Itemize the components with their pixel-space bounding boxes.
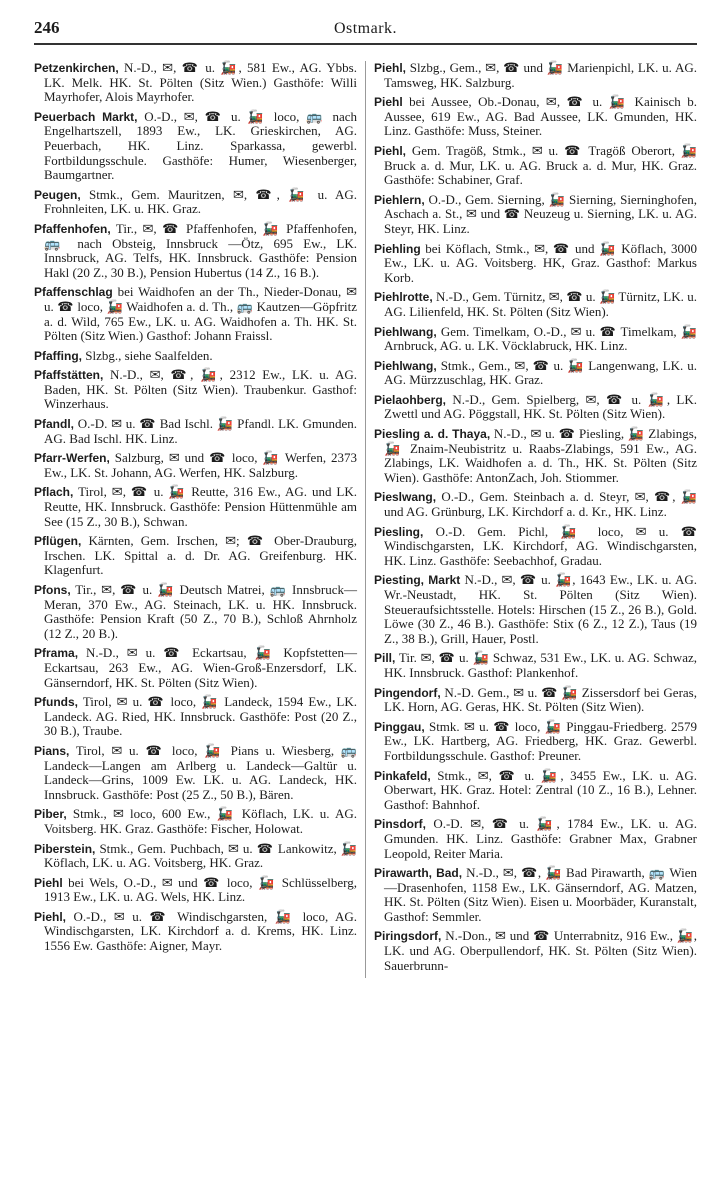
directory-entry (34, 188, 357, 217)
directory-entry (34, 807, 357, 836)
entry-text: N.-D. Gem., ✉ u. ☎ 🚂 Zissersdorf bei Geras, LK. Horn, AG. Geras, HK. St. Pölten (Sitz Wien). (384, 684, 697, 715)
entry-text: O.-D. ✉ u. ☎ Bad Ischl. 🚂 Pfandl. LK. Gmunden. AG. Bad Ischl. HK. Linz. (44, 416, 357, 446)
entry-keyword: Pieslwang, (374, 490, 437, 505)
directory-entry (34, 876, 357, 905)
entry-text: N.-D., ✉, ☎ u. 🚂, 1643 Ew., LK. u. AG. Wr.-Neustadt, HK. St. Pölten (Sitz Wien). Steueraufsichtsstelle. Hotels: Hirschen (15 Z., 26 B.), Gold. Löwe (30 Z., 46 B.). Gasthöfe: Stix (6 Z., 12 Z.), Taus (19 Z., 38 B.), Grill, Hauer, Postl. (384, 572, 697, 646)
directory-entry (34, 583, 357, 641)
entry-keyword: Pfaffenschlag (34, 285, 113, 300)
entry-text: bei Waidhofen an der Th., Nieder-Donau, ✉ u. ☎ loco, 🚂 Waidhofen a. d. Th., 🚌 Kautzen—Göpfritz a. d. Wild, 765 Ew., LK. u. AG. Waidhofen a. Th. HK. St. Pölten (Sitz Wien.) Gasthof: Johann Fraissl. (44, 284, 357, 344)
entry-text: Stmk., ✉, ☎ u. 🚂, 3455 Ew., LK. u. AG. Oberwart, HK. Graz. Hotel: Zentral (10 Z., 16 B.), Lehner. Gasthof: Bahnhof. (384, 767, 697, 812)
entry-keyword: Piehl, (34, 909, 67, 924)
entry-keyword: Pinggau, (374, 719, 425, 734)
entry-text: Tir., ✉, ☎ u. 🚂 Deutsch Matrei, 🚌 Innsbruck—Meran, 370 Ew., AG. Steinach, LK. u. HK. Innsbruck. Gasthöfe: Pension Kraft (50 Z., 70 B.), Schloß Ahrnholz (12 Z., 20 B.). (44, 582, 357, 641)
directory-entry (374, 393, 697, 422)
entry-keyword: Piehlrotte, (374, 290, 433, 305)
entry-text: N.-Don., ✉ und ☎ Unterrabnitz, 916 Ew., 🚂, LK. und AG. Oberpullendorf, HK. St. Pölten (Sitz Wien). Sauerbrunn- (384, 928, 697, 973)
entry-text: bei Wels, O.-D., ✉ und ☎ loco, 🚂 Schlüsselberg, 1913 Ew., LK. u. AG. Wels, HK. Linz. (44, 874, 357, 905)
directory-entry (34, 417, 357, 446)
directory-entry (374, 573, 697, 646)
entry-keyword: Pians, (34, 743, 70, 758)
entry-keyword: Petzenkirchen, (34, 61, 119, 75)
directory-entry (34, 451, 357, 480)
directory-entry (374, 929, 697, 973)
entry-keyword: Pfons, (34, 583, 71, 597)
entry-keyword: Peuerbach Markt, (34, 109, 138, 124)
directory-entry (374, 817, 697, 861)
directory-entry (374, 720, 697, 764)
entry-keyword: Pielaohberg, (374, 392, 447, 407)
directory-entry (34, 485, 357, 529)
directory-entry (34, 368, 357, 412)
entry-text: Tir. ✉, ☎ u. 🚂 Schwaz, 531 Ew., LK. u. AG. Schwaz, HK. Innsbruck. Gasthof: Plankenhof. (384, 650, 697, 680)
entry-text: Stmk., Gem., ✉, ☎ u. 🚂 Langenwang, LK. u. AG. Mürzzuschlag, HK. Graz. (384, 357, 697, 388)
entry-keyword: Pfandl, (34, 417, 75, 432)
entry-text: Stmk. ✉ u. ☎ loco, 🚂 Pinggau-Friedberg. 2579 Ew., LK. Hartberg, AG. Friedberg, HK. Graz. Gewerbl. Fortbildungsschule. Gasthof: Preuner. (384, 718, 697, 763)
page-number: 246 (34, 18, 60, 37)
entry-text: O.-D., ✉, ☎ u. 🚂 loco, 🚌 nach Engelhartszell, 1893 Ew., LK. Grieskirchen, AG. Peuerbach, HK. Linz. Sparkassa, gewerbl. Fortbildungsschule. Gasthöfe: Humer, Wiesenberger, Baumgartner. (44, 108, 357, 183)
entry-keyword: Pflach, (34, 485, 74, 500)
running-title: Ostmark. (333, 20, 398, 37)
entry-keyword: Pinsdorf, (374, 817, 427, 832)
entry-keyword: Piberstein, (34, 841, 96, 856)
entry-keyword: Pfaffstätten, (34, 368, 104, 383)
entry-keyword: Peugen, (34, 187, 81, 202)
directory-entry (374, 193, 697, 237)
directory-entry (374, 325, 697, 354)
directory-entry (34, 744, 357, 802)
entry-keyword: Piringsdorf, (374, 929, 442, 944)
entry-keyword: Pflügen, (34, 534, 82, 549)
right-column (374, 61, 697, 978)
directory-entry (374, 427, 697, 485)
directory-entry (34, 349, 357, 364)
entry-text: N.-D., ✉, ☎, 🚂, 2312 Ew., LK. u. AG. Baden, HK. St. Pölten (Sitz Wien). Traubenkur. Gasthof: Winzerhaus. (44, 367, 357, 412)
entry-keyword: Pfarr-Werfen, (34, 451, 110, 466)
entry-keyword: Piehl, (374, 143, 407, 158)
entry-keyword: Pirawarth, Bad, (374, 866, 463, 881)
entry-keyword: Piehl, (374, 61, 407, 75)
directory-entry (374, 769, 697, 813)
entry-text: O.-D., ✉ u. ☎ Windischgarsten, 🚂 loco, AG. Windischgarsten, LK. Kirchdorf a. d. Krems, HK. Linz. 1556 Ew. Gasthöfe: Aigner, Mayr. (44, 908, 357, 954)
directory-entry (374, 242, 697, 286)
entry-keyword: Pingendorf, (374, 685, 441, 700)
entry-keyword: Piehlwang, (374, 358, 437, 373)
entry-text: Gem. Timelkam, O.-D., ✉ u. ☎ Timelkam, 🚂 Arnbruck, AG. u. LK. Vöcklabruck, HK. Linz. (384, 323, 697, 354)
directory-entry (374, 144, 697, 188)
entry-keyword: Pill, (374, 651, 396, 666)
directory-entry (34, 646, 357, 690)
entry-text: Tirol, ✉ u. ☎ loco, 🚂 Pians u. Wiesberg, 🚌 Landeck—Langen am Arlberg u. Landeck—Galtür u. Landeck—Grins, 1009 Ew. LK. u. AG. Landeck, HK. Innsbruck. Gasthöfe: Post (25 Z., 50 B.), Bären. (44, 742, 357, 802)
entry-text: N.-D., Gem. Spielberg, ✉, ☎ u. 🚂, LK. Zwettl und AG. Pöggstall, HK. St. Pölten (Sitz Wien). (384, 391, 697, 422)
entry-keyword: Piehl (34, 875, 63, 890)
directory-entry (374, 490, 697, 519)
directory-entry (34, 534, 357, 578)
entry-text: Tirol, ✉, ☎ u. 🚂 Reutte, 316 Ew., AG. und LK. Reutte, HK. Innsbruck. Gasthöfe: Pension Hüttenmühle am See (15 Z., 30 B.), Schwan. (44, 484, 357, 529)
directory-entry (374, 525, 697, 569)
two-column-body (34, 61, 697, 978)
entry-text: Slzbg., siehe Saalfelden. (82, 347, 213, 363)
directory-entry (34, 61, 357, 105)
entry-text: O.-D., Gem. Sierning, 🚂 Sierning, Sierninghofen, Aschach a. St., ✉ und ☎ Neuzeug u. Sierning, LK. u. AG. Steyr, HK. Linz. (384, 191, 697, 236)
entry-text: Slzbg., Gem., ✉, ☎ und 🚂 Marienpichl, LK. u. AG. Tamsweg, HK. Salzburg. (384, 60, 697, 90)
entry-keyword: Piesling a. d. Thaya, (374, 427, 491, 442)
entry-keyword: Piehl (374, 95, 403, 110)
directory-entry (34, 222, 357, 280)
entry-text: Salzburg, ✉ und ☎ loco, 🚂 Werfen, 2373 Ew., LK. St. Johann, AG. Werfen, HK. Salzburg. (44, 450, 357, 480)
entry-keyword: Piesling, (374, 524, 424, 539)
entry-text: Stmk., Gem. Puchbach, ✉ u. ☎ Lankowitz, 🚂 Köflach, LK. u. AG. Voitsberg, HK. Graz. (44, 840, 357, 871)
directory-entry (34, 695, 357, 739)
entry-keyword: Piehlern, (374, 192, 425, 207)
entry-keyword: Pfunds, (34, 695, 78, 710)
entry-text: Tir., ✉, ☎ Pfaffenhofen, 🚂 Pfaffenhofen, 🚌 nach Obsteig, Innsbruck —Ötz, 695 Ew., LK. Innsbruck, AG. Telfs, HK. Innsbruck. Gasthöfe: Pension Hakl (20 Z., 30 B.), Pension Hubertus (14 Z., 16 B.). (44, 220, 357, 280)
entry-text: O.-D., Gem. Steinbach a. d. Steyr, ✉, ☎, 🚂 und AG. Grünburg, LK. Kirchdorf a. d. Kr., HK. Linz. (384, 489, 697, 520)
directory-entry (374, 290, 697, 319)
entry-text: N.-D., Gem. Türnitz, ✉, ☎ u. 🚂 Türnitz, LK. u. AG. Lilienfeld, HK. St. Pölten (Sitz Wien). (384, 289, 697, 319)
entry-text: Stmk., ✉ loco, 600 Ew., 🚂 Köflach, LK. u. AG. Voitsberg. HK. Graz. Gasthöfe: Fischer, Holowat. (44, 806, 357, 836)
directory-entry (34, 910, 357, 954)
directory-entry (374, 651, 697, 680)
entry-keyword: Pframa, (34, 646, 79, 661)
entry-keyword: Piber, (34, 807, 67, 822)
entry-text: N.-D., ✉ u. ☎ Eckartsau, 🚂 Kopfstetten—Eckartsau, 263 Ew., AG. Wien-Groß-Enzersdorf, LK. Gänserndorf, HK. St. Pölten (Sitz Wien). (44, 645, 357, 690)
entry-keyword: Piehling (374, 241, 421, 256)
entry-text: Gem. Tragöß, Stmk., ✉ u. ☎ Tragöß Oberort, 🚂 Bruck a. d. Mur, LK. u. AG. Bruck a. d. Mur, HK. Graz. Gasthöfe: Schabiner, Graf. (384, 142, 697, 188)
entry-text: N.-D., ✉, ☎, 🚂 Bad Pirawarth, 🚌 Wien—Drasenhofen, 1158 Ew., LK. Gänserndorf, AG. Matzen, HK. St. Pölten (Sitz Wien). Eisen u. Moorbäder, Kuranstalt, Gasthof: Semmler. (384, 865, 697, 924)
entry-text: N.-D., ✉ u. ☎ Piesling, 🚂 Zlabings, 🚂 Znaim-Neubistritz u. Raabs-Zlabings, 591 Ew., AG. Zlabings, LK. Waidhofen a. d. Th., HK. St. Pölten (Sitz Wien). Gasthöfe: AntonZach, Joh. Stiommer. (384, 426, 698, 485)
entry-text: N.-D., ✉, ☎ u. 🚂, 581 Ew., AG. Ybbs. LK. Melk. HK. St. Pölten (Sitz Wien.) Gasthöfe: Willi Mayrhofer, Alois Mayrhofer. (44, 60, 357, 105)
directory-entry (34, 110, 357, 183)
directory-entry (374, 686, 697, 715)
entry-keyword: Pfaffenhofen, (34, 221, 111, 236)
directory-entry (374, 866, 697, 924)
entry-keyword: Pinkafeld, (374, 768, 431, 783)
entry-text: Kärnten, Gem. Irschen, ✉; ☎ Ober-Drauburg, Irschen. LK. Spittal a. d. Dr. AG. Greifenburg. HK. Klagenfurt. (44, 533, 357, 578)
entry-text: Tirol, ✉ u. ☎ loco, 🚂 Landeck, 1594 Ew., LK. Landeck. AG. Ried, HK. Innsbruck. Gasthöfe: Post (20 Z., 30 B.), Traube. (44, 694, 357, 739)
entry-text: Stmk., Gem. Mauritzen, ✉, ☎, 🚂 u. AG. Frohnleiten, LK. u. HK. Graz. (44, 186, 357, 217)
entry-keyword: Piehlwang, (374, 324, 437, 339)
left-column (34, 61, 366, 978)
directory-entry (34, 285, 357, 343)
entry-text: O.-D. ✉, ☎ u. 🚂, 1784 Ew., LK. u. AG. Gmunden. HK. Linz. Gasthöfe: Grabner Max, Grabner Leopold, Reiter Maria. (384, 816, 697, 861)
entry-text: bei Köflach, Stmk., ✉, ☎ und 🚂 Köflach, 3000 Ew., LK. u. AG. Voitsberg. HK, Graz. Gasthof: Markus Korb. (384, 240, 697, 285)
directory-entry (374, 61, 697, 90)
directory-entry (374, 359, 697, 388)
entry-text: O.-D. Gem. Pichl, 🚂 loco, ✉ u. ☎ Windischgarsten, LK. Kirchdorf, AG. Windischgarsten, HK. Linz. Gasthöfe: Seebachhof, Gradau. (384, 523, 697, 568)
directory-entry (34, 842, 357, 871)
page-header (34, 18, 697, 45)
entry-text: bei Aussee, Ob.-Donau, ✉, ☎ u. 🚂 Kainisch b. Aussee, 619 Ew., AG. Bad Aussee, LK. Gmunden, HK. Linz. Gasthöfe: Muss, Steiner. (384, 94, 697, 139)
entry-keyword: Piesting, Markt (374, 573, 461, 588)
directory-entry (374, 95, 697, 139)
entry-keyword: Pfaffing, (34, 348, 82, 363)
